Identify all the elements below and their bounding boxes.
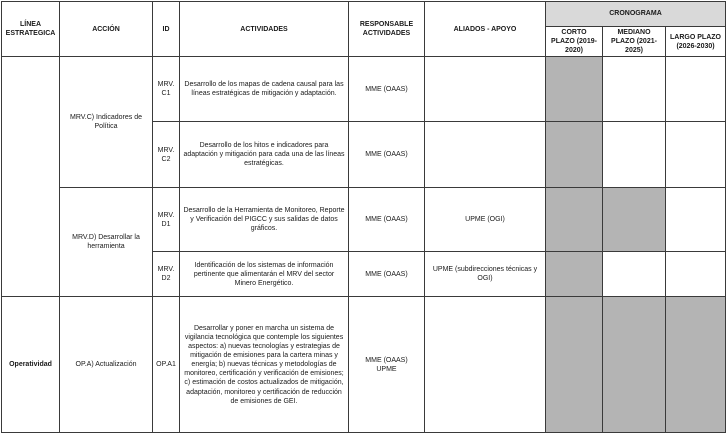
header-actividades: ACTIVIDADES: [180, 2, 349, 57]
header-linea: LÍNEA ESTRATEGICA: [2, 2, 60, 57]
header-aliados: ALIADOS - APOYO: [425, 2, 546, 57]
activity-id: OP.A1: [153, 297, 180, 433]
header-mediano-plazo: MEDIANO PLAZO (2021-2025): [603, 27, 666, 57]
header-responsable: RESPONSABLE ACTIVIDADES: [349, 2, 425, 57]
header-accion: ACCIÓN: [60, 2, 153, 57]
header-corto-plazo: CORTO PLAZO (2019-2020): [546, 27, 603, 57]
schedule-largo: [666, 297, 726, 433]
table-row: [2, 188, 726, 252]
table-row: [2, 57, 726, 122]
schedule-largo: [666, 122, 726, 188]
responsable-cell: [349, 297, 425, 433]
aliados-cell: UPME (OGI): [425, 188, 546, 252]
activity-text: Identificación de los sistemas de información pertinente que alimentarán el MRV del sector Minero Energético.: [180, 252, 349, 297]
responsable-cell: MME (OAAS): [349, 188, 425, 252]
responsable-cell: MME (OAAS): [349, 122, 425, 188]
activity-text: Desarrollo de los hitos e indicadores para adaptación y mitigación para cada una de las líneas estratégicas.: [180, 122, 349, 188]
schedule-corto: [546, 297, 603, 433]
aliados-cell: [425, 122, 546, 188]
accion-mrv-d: MRV.D) Desarrollar la herramienta: [60, 188, 153, 297]
schedule-corto: [546, 57, 603, 122]
schedule-corto: [546, 188, 603, 252]
schedule-corto: [546, 252, 603, 297]
activity-text: Desarrollo de los mapas de cadena causal para las líneas estratégicas de mitigación y adaptación.: [180, 57, 349, 122]
responsable-cell: MME (OAAS): [349, 57, 425, 122]
responsable-line: MME (OAAS): [365, 356, 408, 364]
accion-mrv-c: MRV.C) Indicadores de Política: [60, 57, 153, 188]
activity-id: MRV. C2: [153, 122, 180, 188]
schedule-mediano: [603, 57, 666, 122]
activity-id: MRV. D2: [153, 252, 180, 297]
header-largo-plazo: LARGO PLAZO (2026-2030): [666, 27, 726, 57]
aliados-cell: [425, 57, 546, 122]
activity-text: Desarrollo de la Herramienta de Monitoreo, Reporte y Verificación del PIGCC y sus salidas de datos gráficos.: [180, 188, 349, 252]
schedule-largo: [666, 57, 726, 122]
aliados-cell: UPME (subdirecciones técnicas y OGI): [425, 252, 546, 297]
schedule-largo: [666, 188, 726, 252]
linea-cell-empty: [2, 57, 60, 297]
activity-text: Desarrollar y poner en marcha un sistema de vigilancia tecnológica que contemple los siguientes aspectos: a) nuevas tecnologías y estrategias de mitigación de emisiones para la cartera minas y energía; b) nuevas técnicas y metodologías de monitoreo, certificación y verificación de emisiones; c) estimación de costos actualizados de mitigación, adaptación, monitoreo y certificación de reducción de emisiones de GEI.: [180, 297, 349, 433]
schedule-largo: [666, 252, 726, 297]
responsable-line: UPME: [376, 365, 397, 373]
action-plan-table: [1, 1, 726, 433]
schedule-mediano: [603, 188, 666, 252]
accion-op-a: OP.A) Actualización: [60, 297, 153, 433]
schedule-mediano: [603, 297, 666, 433]
aliados-cell: [425, 297, 546, 433]
schedule-corto: [546, 122, 603, 188]
activity-id: MRV. D1: [153, 188, 180, 252]
activity-id: MRV. C1: [153, 57, 180, 122]
header-id: ID: [153, 2, 180, 57]
linea-operatividad: Operatividad: [2, 297, 60, 433]
table-row: [2, 297, 726, 433]
header-cronograma: CRONOGRAMA: [546, 2, 726, 27]
schedule-mediano: [603, 252, 666, 297]
schedule-mediano: [603, 122, 666, 188]
responsable-cell: MME (OAAS): [349, 252, 425, 297]
